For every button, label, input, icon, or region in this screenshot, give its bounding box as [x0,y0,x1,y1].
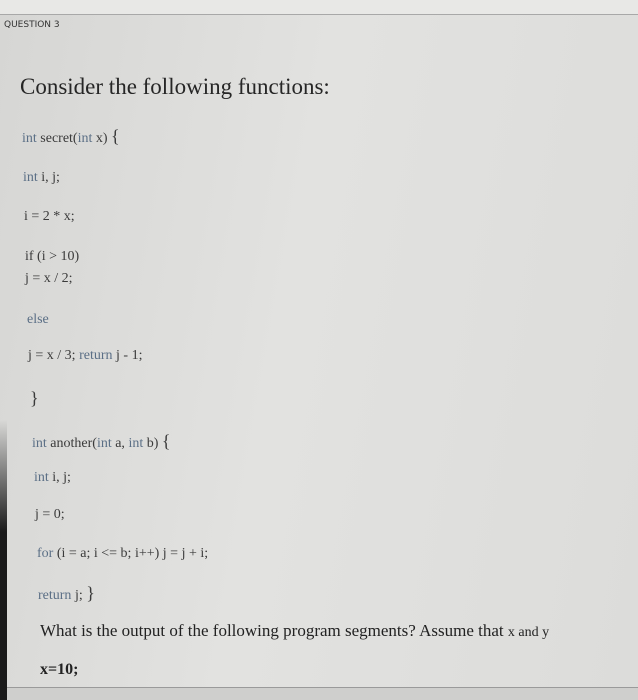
code-text: (i = a; i <= b; i++) j = j + i; [53,546,209,561]
code-text: j; [71,588,87,603]
code-line [34,470,71,486]
question-prompt [40,621,549,641]
question-title: Consider the following functions: [20,74,330,99]
code-line: i = 2 * x; [24,209,75,224]
code-line [38,583,95,604]
code-line [23,170,60,186]
code-line [28,348,142,364]
keyword: int [22,131,37,146]
code-line [37,546,208,562]
top-bar [0,0,638,15]
open-brace: { [111,126,120,146]
code-text: i, j; [48,470,71,485]
bottom-strip [0,688,638,700]
keyword: int [77,131,93,146]
question-label: QUESTION 3 [4,20,60,30]
keyword: int [32,436,47,451]
code-text: x) [92,131,112,146]
code-line: j = 0; [35,507,65,522]
close-brace: } [86,583,95,603]
keyword: return [38,588,72,603]
code-text: a, [111,436,129,451]
code-text: b) [143,436,162,451]
code-line: if (i > 10) [25,249,80,264]
prompt-vars: x and y [507,625,550,640]
close-brace: } [30,388,39,408]
keyword: return [79,348,113,363]
keyword: int [96,436,112,451]
code-line: j = x / 2; [25,271,73,286]
code-text: j = x / 3; [28,348,80,363]
keyword: int [34,470,49,485]
code-text: another( [46,436,97,451]
code-line-another-signature [32,431,171,452]
program-segment-line: x=10; [40,661,79,678]
code-text: secret( [36,131,78,146]
keyword: for [37,546,54,561]
prompt-text: What is the output of the following program segments? Assume that [40,621,508,640]
code-text: i, j; [37,170,60,185]
keyword: int [128,436,144,451]
open-brace: { [161,431,171,451]
screen-edge [0,420,7,700]
code-line: else [27,312,49,327]
code-line-secret-signature [22,126,120,147]
keyword: int [23,170,38,185]
code-text: j - 1; [112,348,143,363]
